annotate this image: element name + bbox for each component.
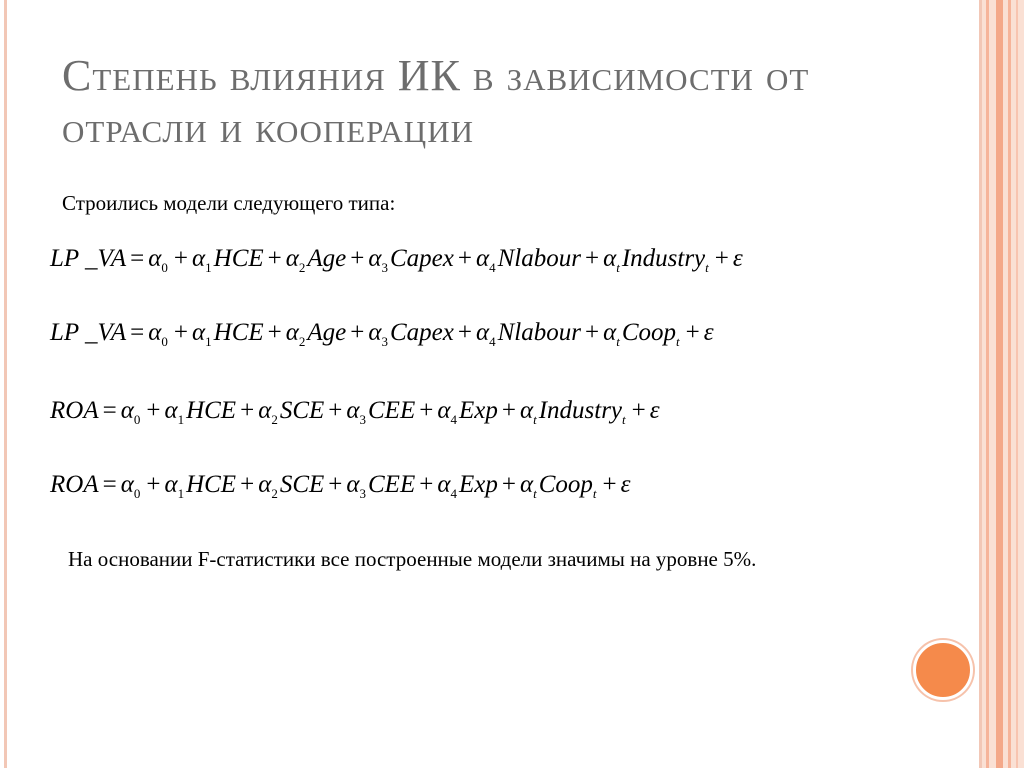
formula-4	[50, 470, 950, 509]
variable-name: Capex	[389, 319, 454, 346]
error-term: ε	[732, 245, 743, 272]
decorative-side-stripes	[982, 0, 1024, 768]
coefficient-subscript: 4	[489, 260, 496, 275]
variable-name: Industry	[621, 245, 706, 272]
plus-sign: +	[350, 245, 365, 272]
plus-sign: +	[240, 397, 255, 424]
plus-sign: +	[146, 471, 161, 498]
formula-lhs: ROA	[50, 471, 99, 498]
coefficient-alpha: α	[164, 471, 178, 498]
stripe	[986, 0, 989, 768]
coefficient-alpha: α	[120, 471, 134, 498]
plus-sign: +	[501, 397, 516, 424]
coefficient-alpha: α	[258, 397, 272, 424]
coefficient-subscript: 0	[133, 486, 141, 501]
coefficient-subscript: 1	[205, 260, 212, 275]
error-term: ε	[620, 471, 631, 498]
coefficient-alpha: α	[368, 319, 382, 346]
coefficient-alpha: α	[519, 397, 534, 424]
variable-name: Age	[307, 245, 347, 272]
decorative-circle	[913, 640, 973, 700]
coefficient-alpha: α	[285, 319, 299, 346]
variable-name: HCE	[186, 471, 237, 498]
variable-subscript: t	[676, 334, 680, 349]
coefficient-alpha: α	[192, 245, 206, 272]
plus-sign: +	[146, 397, 161, 424]
coefficient-alpha: α	[192, 319, 206, 346]
plus-sign: +	[267, 245, 282, 272]
plus-sign: +	[631, 397, 646, 424]
formula-lhs: LP _VA	[50, 319, 127, 346]
coefficient-alpha: α	[285, 245, 299, 272]
coefficient-subscript: t	[616, 260, 620, 275]
plus-sign: +	[173, 245, 189, 272]
equals-sign: =	[130, 245, 145, 272]
equals-sign: =	[102, 471, 117, 498]
coefficient-subscript: 3	[381, 334, 388, 349]
coefficient-subscript: 3	[381, 260, 388, 275]
conclusion-text: На основании F-статистики все построенные модели значимы на уровне 5%.	[68, 547, 757, 571]
coefficient-alpha: α	[258, 471, 272, 498]
plus-sign: +	[173, 319, 189, 346]
intro-text: Строились модели следующего типа:	[62, 191, 396, 215]
variable-name: Capex	[389, 245, 454, 272]
coefficient-subscript: 3	[359, 486, 366, 501]
coefficient-subscript: 1	[177, 486, 185, 501]
coefficient-subscript: t	[533, 412, 537, 427]
coefficient-subscript: t	[533, 486, 537, 501]
variable-name: Age	[307, 319, 347, 346]
plus-sign: +	[328, 397, 343, 424]
coefficient-subscript: 2	[271, 412, 278, 427]
coefficient-alpha: α	[437, 471, 451, 498]
stripe	[1008, 0, 1011, 768]
coefficient-alpha: α	[475, 245, 490, 272]
coefficient-alpha: α	[346, 471, 360, 498]
variable-name: Coop	[538, 471, 593, 498]
plus-sign: +	[685, 319, 700, 346]
formula-1	[50, 244, 950, 283]
coefficient-alpha: α	[603, 319, 617, 346]
coefficient-subscript: 4	[450, 486, 457, 501]
variable-subscript: t	[705, 260, 709, 275]
variable-name: Industry	[538, 397, 623, 424]
plus-sign: +	[584, 319, 600, 346]
error-term: ε	[649, 397, 660, 424]
formula-lhs: ROA	[50, 397, 99, 424]
stripe	[996, 0, 1003, 768]
error-term: ε	[703, 319, 714, 346]
variable-name: Nlabour	[497, 319, 581, 346]
coefficient-alpha: α	[603, 245, 617, 272]
variable-subscript: t	[622, 412, 626, 427]
coefficient-alpha: α	[346, 397, 360, 424]
plus-sign: +	[350, 319, 365, 346]
plus-sign: +	[419, 471, 434, 498]
coefficient-alpha: α	[437, 397, 451, 424]
stripe	[1016, 0, 1018, 768]
plus-sign: +	[501, 471, 516, 498]
coefficient-alpha: α	[164, 397, 178, 424]
coefficient-subscript: 1	[177, 412, 185, 427]
coefficient-subscript: 2	[298, 334, 306, 349]
coefficient-subscript: 0	[161, 334, 168, 349]
formula-3	[50, 396, 950, 435]
equals-sign: =	[102, 397, 117, 424]
coefficient-alpha: α	[120, 397, 134, 424]
plus-sign: +	[714, 245, 729, 272]
coefficient-alpha: α	[519, 471, 534, 498]
plus-sign: +	[419, 397, 434, 424]
coefficient-subscript: 2	[298, 260, 306, 275]
coefficient-alpha: α	[148, 319, 162, 346]
variable-name: CEE	[368, 397, 416, 424]
variable-name: HCE	[213, 245, 264, 272]
variable-subscript: t	[592, 486, 597, 501]
plus-sign: +	[240, 471, 255, 498]
coefficient-subscript: 1	[205, 334, 212, 349]
variable-name: Exp	[458, 397, 498, 424]
coefficient-subscript: 0	[161, 260, 168, 275]
coefficient-subscript: 4	[450, 412, 457, 427]
variable-name: HCE	[186, 397, 237, 424]
variable-name: CEE	[368, 471, 416, 498]
coefficient-subscript: 3	[359, 412, 366, 427]
coefficient-subscript: 4	[489, 334, 496, 349]
variable-name: Exp	[458, 471, 498, 498]
formula-2	[50, 318, 950, 357]
coefficient-alpha: α	[148, 245, 162, 272]
plus-sign: +	[457, 319, 472, 346]
coefficient-subscript: 0	[133, 412, 141, 427]
coefficient-subscript: t	[616, 334, 620, 349]
slide-title: Степень влияния ИК в зависимости от отрасли и кооперации	[62, 51, 810, 152]
variable-name: SCE	[279, 471, 325, 498]
plus-sign: +	[457, 245, 472, 272]
equals-sign: =	[130, 319, 145, 346]
coefficient-subscript: 2	[271, 486, 278, 501]
plus-sign: +	[584, 245, 600, 272]
plus-sign: +	[267, 319, 282, 346]
variable-name: HCE	[213, 319, 264, 346]
coefficient-alpha: α	[475, 319, 490, 346]
variable-name: SCE	[279, 397, 325, 424]
plus-sign: +	[328, 471, 343, 498]
variable-name: Nlabour	[497, 245, 581, 272]
variable-name: Coop	[621, 319, 676, 346]
plus-sign: +	[602, 471, 617, 498]
coefficient-alpha: α	[368, 245, 382, 272]
formula-lhs: LP _VA	[50, 245, 127, 272]
